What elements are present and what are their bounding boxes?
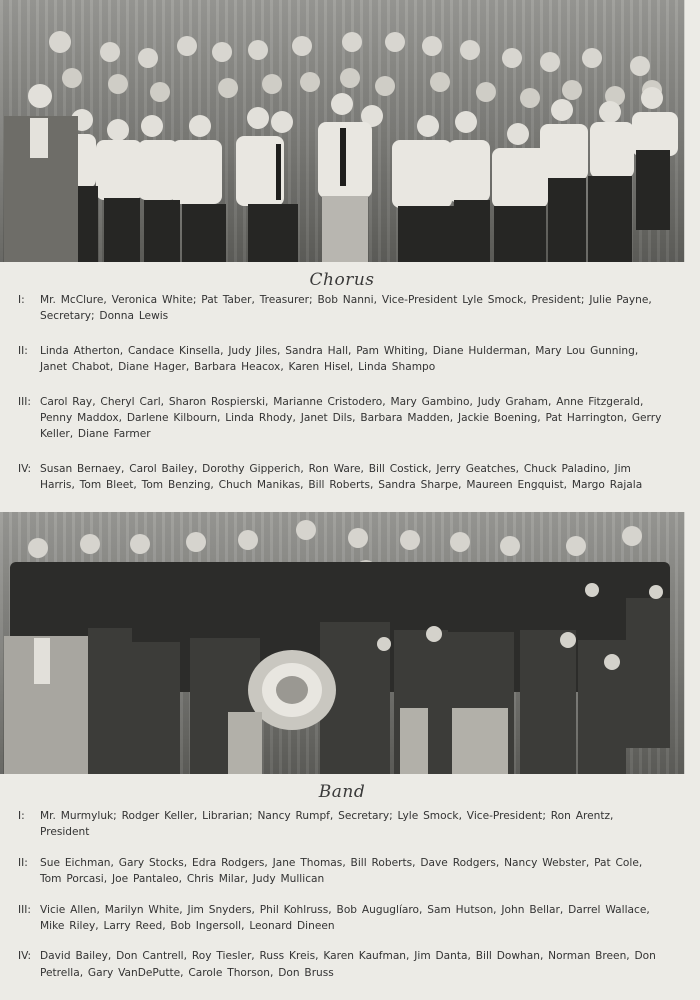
row-names: Linda Atherton, Candace Kinsella, Judy Jiles, Sandra Hall, Pam Whiting, Diane Hulderman, Mary Lou Gunning, Janet Chabot, Diane Hager, Barbara Heacox, Karen Hisel, Linda Shampo (40, 344, 639, 374)
chorus-row-1 (18, 292, 666, 325)
chorus-photo-figures (0, 0, 684, 262)
chorus-row-3 (18, 394, 666, 443)
row-names: Susan Bernaey, Carol Bailey, Dorothy Gipperich, Ron Ware, Bill Costick, Jerry Geatches, Chuck Paladino, Jim Harris, Tom Bleet, Tom Benzing, Chuch Manikas, Bill Roberts, Sandra Sharpe, Maureen Engquist, Margo Rajala (40, 462, 643, 492)
chorus-row-4 (18, 461, 666, 494)
row-number: III: (18, 903, 31, 916)
chorus-photo (0, 0, 685, 262)
row-number: III: (18, 395, 31, 408)
band-row-1 (18, 808, 666, 841)
band-title: Band (318, 782, 366, 802)
row-names: Carol Ray, Cheryl Carl, Sharon Rospierski, Marianne Cristodero, Mary Gambino, Judy Graham, Anne Fitzgerald, Penny Maddox, Darlene Kilbourn, Linda Rhody, Janet Dils, Barbara Madden, Jackie Boening, Pat Harrington, Gerry Keller, Diane Farmer (40, 395, 662, 441)
row-number: IV: (18, 462, 32, 475)
row-names: Sue Eichman, Gary Stocks, Edra Rodgers, Jane Thomas, Bill Roberts, Dave Rodgers, Nancy Webster, Pat Cole, Tom Porcasi, Joe Pantaleo, Chris Milar, Judy Mullican (40, 856, 643, 886)
row-names: David Bailey, Don Cantrell, Roy Tiesler, Russ Kreis, Karen Kaufman, Jim Danta, Bill Dowhan, Norman Breen, Don Petrella, Gary VanDePutte, Carole Thorson, Don Bruss (40, 950, 656, 979)
row-number: II: (18, 856, 28, 869)
band-row-2 (18, 855, 666, 888)
band-roster (18, 808, 666, 995)
row-number: IV: (18, 950, 32, 963)
chorus-row-2 (18, 343, 666, 376)
band-row-3 (18, 902, 666, 935)
row-names: Mr. McClure, Veronica White; Pat Taber, Treasurer; Bob Nanni, Vice-President Lyle Smock, President; Julie Payne, Secretary; Donna Lewis (40, 294, 652, 323)
row-number: I: (18, 810, 25, 822)
row-names: Vicie Allen, Marilyn White, Jim Snyders, Phil Kohlruss, Bob Auguglíaro, Sam Hutson, John Bellar, Darrel Wallace, Mike Riley, Larry Reed, Bob Ingersoll, Leonard Dineen (40, 903, 650, 933)
row-names: Mr. Murmyluk; Rodger Keller, Librarian; Nancy Rumpf, Secretary; Lyle Smock, Vice-President; Ron Arentz, President (40, 810, 614, 839)
band-photo (0, 512, 685, 774)
chorus-roster (18, 292, 666, 512)
band-row-4 (18, 948, 666, 981)
chorus-title: Chorus (309, 270, 375, 290)
row-number: I: (18, 294, 25, 306)
row-number: II: (18, 344, 28, 357)
band-photo-figures (0, 512, 684, 774)
